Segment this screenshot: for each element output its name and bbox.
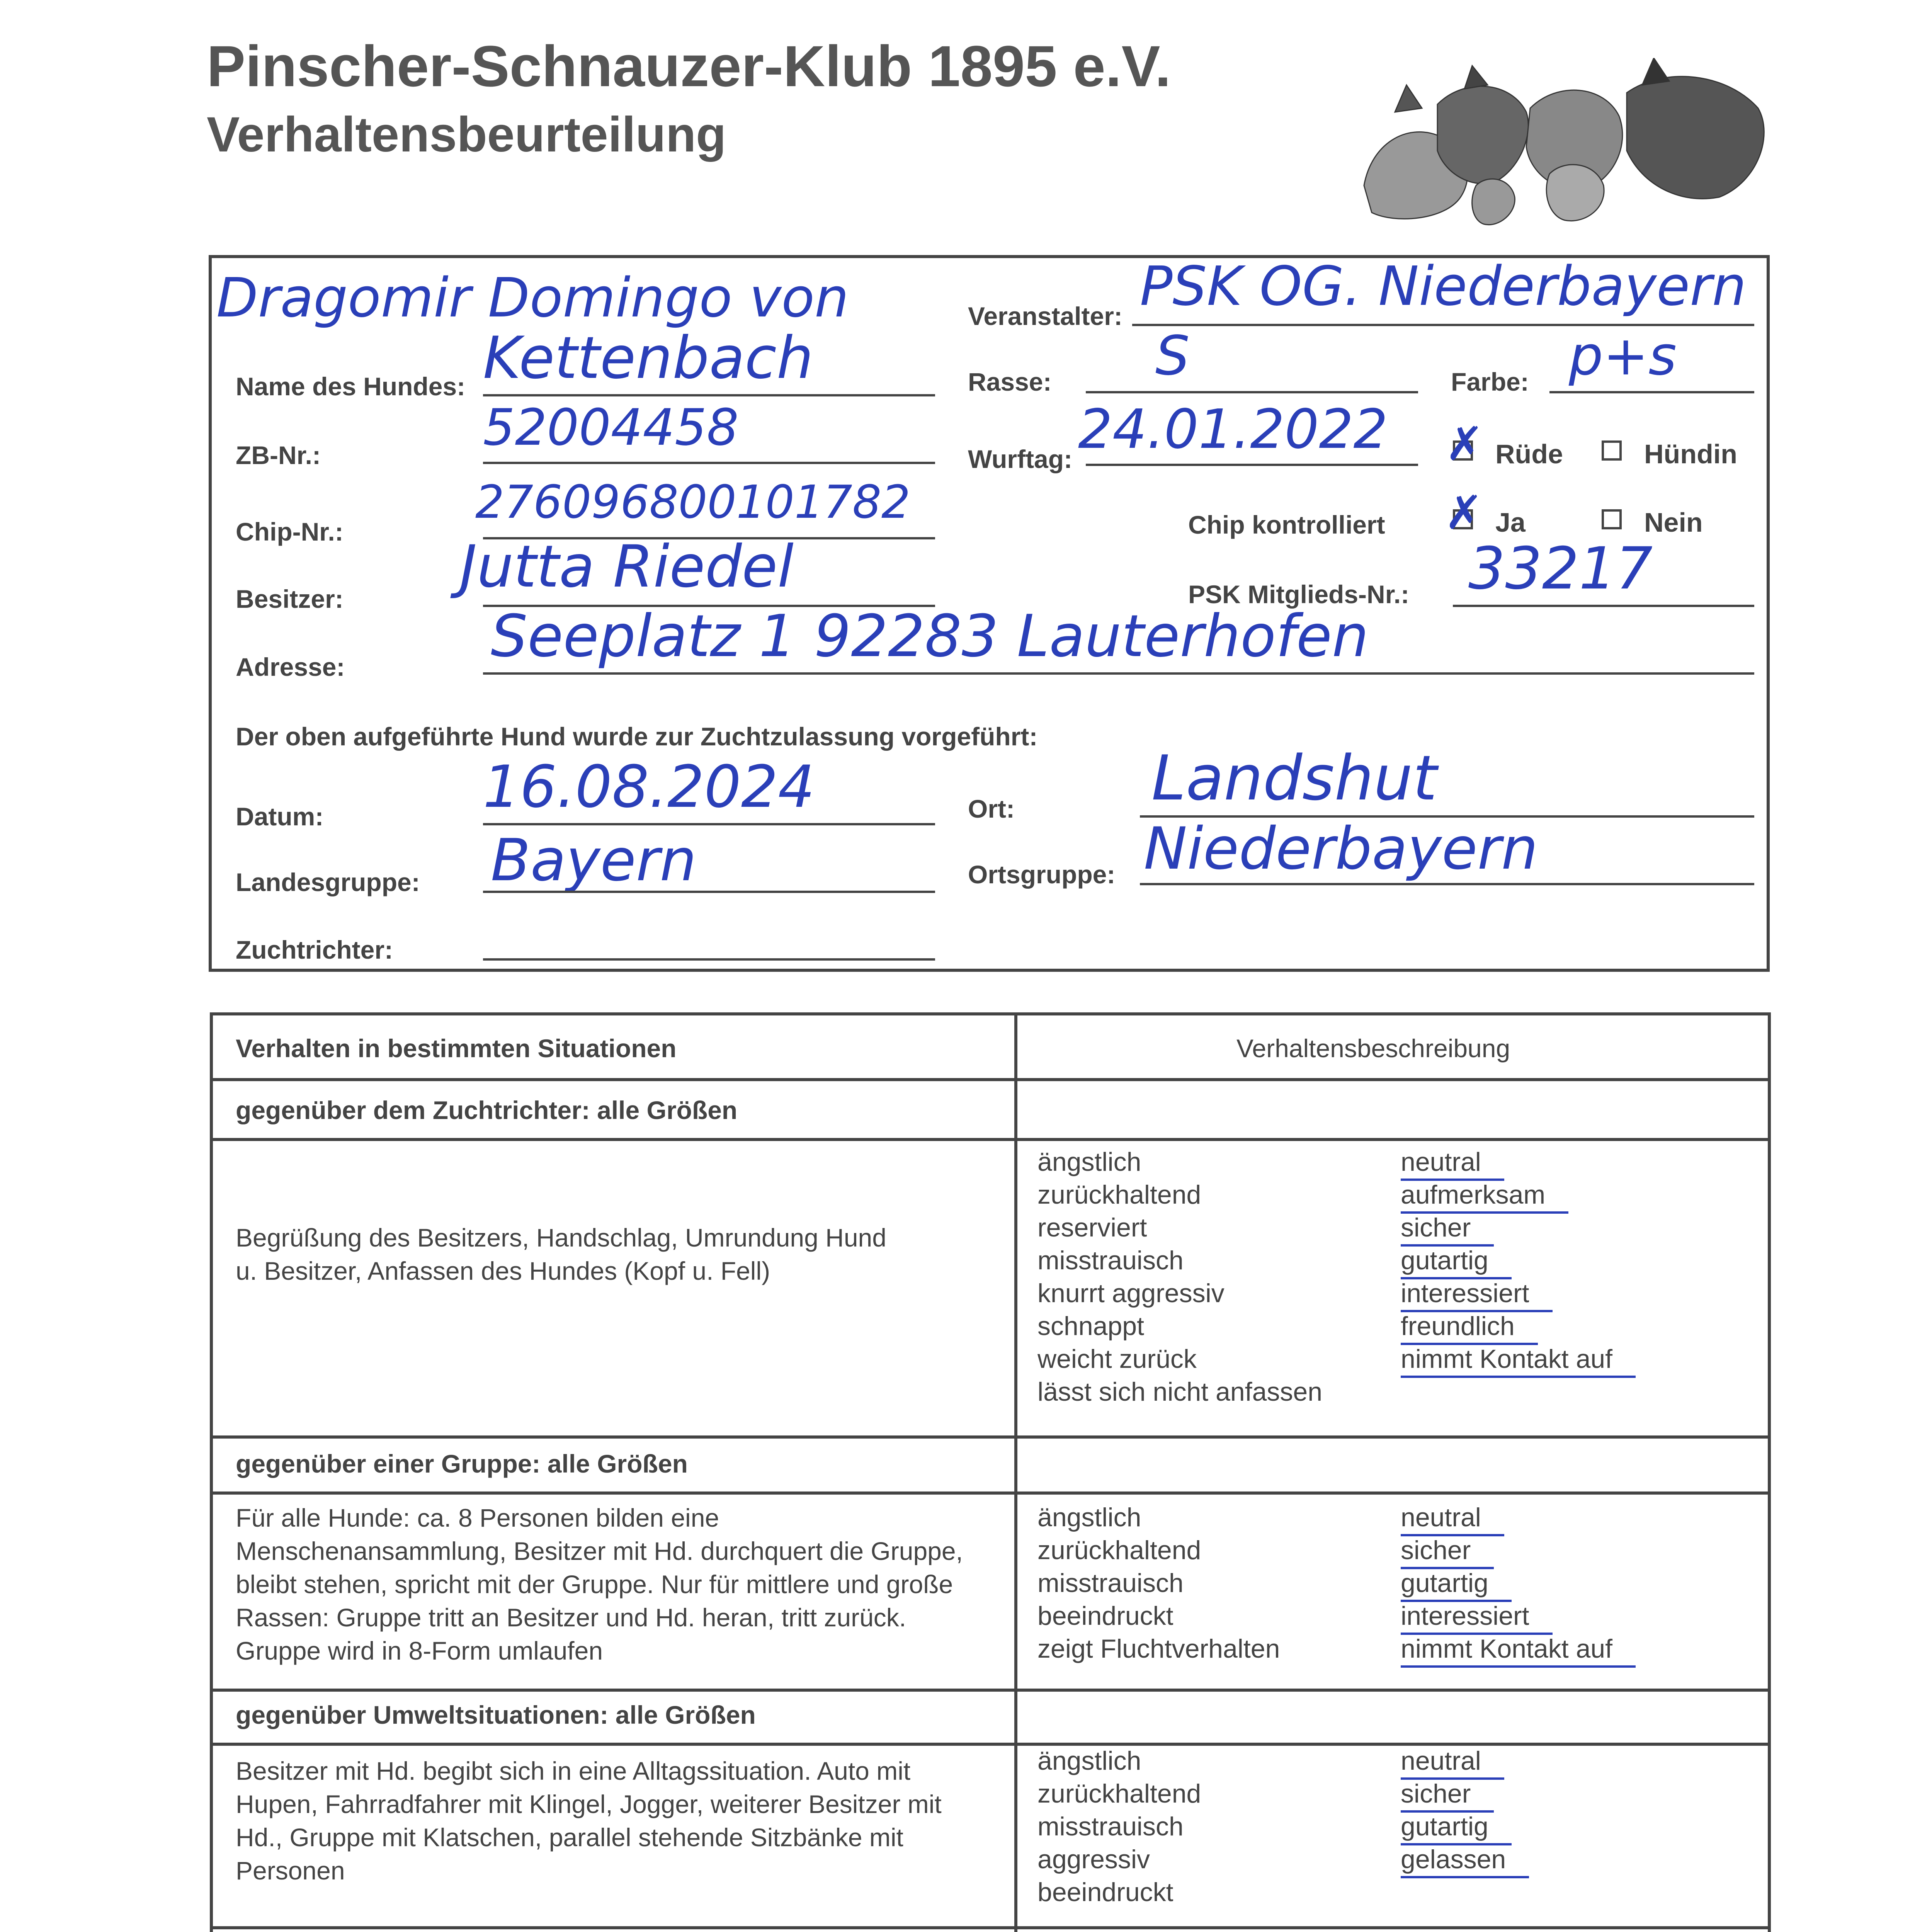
- judge-line: [483, 958, 935, 961]
- address-line: [483, 672, 1754, 675]
- chip-no-label: Nein: [1644, 507, 1703, 537]
- list-item: neutral: [1401, 1745, 1504, 1780]
- table-rule: [210, 1138, 1771, 1141]
- list-item: gelassen: [1401, 1843, 1529, 1878]
- table-rule: [210, 1435, 1771, 1439]
- list-item: gutartig: [1401, 1810, 1512, 1845]
- color-line: [1549, 391, 1754, 393]
- table-rule: [210, 1078, 1771, 1081]
- date-line: [483, 823, 935, 825]
- table-rule: [210, 1743, 1771, 1746]
- list-item: neutral: [1401, 1501, 1504, 1536]
- dog-name-line1: Dragomir Domingo von: [216, 267, 849, 330]
- x-mark-icon: ✗: [1444, 486, 1483, 540]
- local-group-line: [1140, 883, 1754, 885]
- table-rule: [210, 1492, 1771, 1495]
- table-rule: [210, 1926, 1771, 1929]
- table-header-description: Verhaltensbeschreibung: [1236, 1034, 1510, 1063]
- zb-value: 52004458: [483, 398, 739, 457]
- list-item: zurückhaltend: [1037, 1180, 1201, 1209]
- list-item: lässt sich nicht anfassen: [1037, 1377, 1323, 1406]
- date-label: Datum:: [236, 802, 324, 831]
- positive-list: [1401, 1745, 1529, 1876]
- section-description: Besitzer mit Hd. begibt sich in eine Alltagssituation. Auto mit Hupen, Fahrradfahrer mit Klingel, Jogger, weiterer Besitzer mit Hd., Gruppe mit Klatschen, parallel stehende Sitzbänke mit Personen: [236, 1757, 942, 1885]
- presented-text: Der oben aufgeführte Hund wurde zur Zuchtzulassung vorgeführt:: [236, 722, 1038, 751]
- list-item: weicht zurück: [1037, 1344, 1197, 1374]
- color-value: p+s: [1569, 325, 1677, 388]
- color-label: Farbe:: [1451, 367, 1529, 396]
- list-item: interessiert: [1401, 1600, 1553, 1635]
- section-description: Für alle Hunde: ca. 8 Personen bilden eine Menschenansammlung, Besitzer mit Hd. durchquert die Gruppe, bleibt stehen, spricht mit der Gruppe. Nur für mittlere und große Rassen: Gruppe tritt an Besitzer und Hd. heran, tritt zurück. Gruppe wird in 8-Form umlaufen: [236, 1503, 963, 1665]
- female-checkbox[interactable]: [1602, 440, 1622, 461]
- list-item: nimmt Kontakt auf: [1401, 1343, 1636, 1378]
- member-line: [1453, 605, 1754, 607]
- list-item: ängstlich: [1037, 1503, 1141, 1532]
- list-item: knurrt aggressiv: [1037, 1279, 1225, 1308]
- dog-name-line: [483, 394, 935, 396]
- breed-label: Rasse:: [968, 367, 1052, 396]
- positive-list: [1401, 1146, 1636, 1376]
- dog-name-line2: Kettenbach: [483, 325, 813, 392]
- member-value: 33217: [1468, 535, 1653, 602]
- dog-heads-illustration: [1349, 58, 1777, 240]
- negative-list: [1037, 1501, 1280, 1665]
- zb-label: ZB-Nr.:: [236, 441, 321, 469]
- list-item: misstrauisch: [1037, 1246, 1184, 1275]
- chip-checked-label: Chip kontrolliert: [1188, 510, 1385, 539]
- club-name: Pinscher-Schnauzer-Klub 1895 e.V.: [207, 34, 1171, 99]
- litter-value: 24.01.2022: [1078, 398, 1388, 461]
- section-title: gegenüber dem Zuchtrichter: alle Größen: [236, 1096, 738, 1124]
- organizer-label: Veranstalter:: [968, 302, 1122, 330]
- document-title: Verhaltensbeurteilung: [207, 107, 726, 162]
- table-rule: [210, 1689, 1771, 1692]
- list-item: reserviert: [1037, 1213, 1147, 1242]
- list-item: schnappt: [1037, 1311, 1144, 1341]
- date-value: 16.08.2024: [483, 753, 815, 821]
- list-item: neutral: [1401, 1146, 1504, 1181]
- list-item: ängstlich: [1037, 1746, 1141, 1776]
- negative-list: [1037, 1745, 1201, 1909]
- breed-value: S: [1155, 325, 1190, 388]
- section-description: Begrüßung des Besitzers, Handschlag, Umrundung Hund u. Besitzer, Anfassen des Hundes (Kopf u. Fell): [236, 1223, 886, 1285]
- list-item: aufmerksam: [1401, 1179, 1568, 1214]
- place-value: Landshut: [1151, 742, 1437, 814]
- organizer-value: PSK OG. Niederbayern: [1140, 255, 1747, 318]
- litter-line: [1086, 464, 1418, 466]
- list-item: interessiert: [1401, 1277, 1553, 1312]
- chip-label: Chip-Nr.:: [236, 517, 344, 546]
- owner-value: Jutta Riedel: [460, 533, 794, 600]
- list-item: aggressiv: [1037, 1845, 1150, 1874]
- x-mark-icon: ✗: [1445, 417, 1484, 471]
- list-item: sicher: [1401, 1211, 1494, 1247]
- positive-list: [1401, 1501, 1636, 1665]
- table-header-situations: Verhalten in bestimmten Situationen: [236, 1034, 677, 1063]
- list-item: zurückhaltend: [1037, 1536, 1201, 1565]
- chip-value: 276096800101782: [475, 475, 911, 529]
- section-title: gegenüber Umweltsituationen: alle Größen: [236, 1701, 756, 1729]
- list-item: beeindruckt: [1037, 1878, 1173, 1907]
- chip-no-checkbox[interactable]: [1602, 509, 1622, 529]
- local-group-label: Ortsgruppe:: [968, 860, 1116, 889]
- male-label: Rüde: [1495, 439, 1563, 469]
- address-label: Adresse:: [236, 653, 345, 681]
- list-item: zeigt Fluchtverhalten: [1037, 1634, 1280, 1663]
- litter-label: Wurftag:: [968, 445, 1073, 473]
- chip-yes-label: Ja: [1495, 507, 1526, 537]
- zb-line: [483, 462, 935, 464]
- breed-line: [1086, 391, 1418, 393]
- member-label: PSK Mitglieds-Nr.:: [1188, 580, 1410, 609]
- state-group-label: Landesgruppe:: [236, 868, 420, 896]
- list-item: nimmt Kontakt auf: [1401, 1633, 1636, 1668]
- list-item: sicher: [1401, 1777, 1494, 1813]
- list-item: gutartig: [1401, 1244, 1512, 1279]
- list-item: zurückhaltend: [1037, 1779, 1201, 1808]
- section-title: gegenüber einer Gruppe: alle Größen: [236, 1449, 688, 1478]
- list-item: gutartig: [1401, 1567, 1512, 1602]
- dog-name-label: Name des Hundes:: [236, 372, 466, 401]
- list-item: sicher: [1401, 1534, 1494, 1569]
- owner-label: Besitzer:: [236, 585, 344, 613]
- table-column-divider: [1014, 1012, 1017, 1932]
- state-group-value: Bayern: [491, 827, 697, 894]
- list-item: beeindruckt: [1037, 1601, 1173, 1631]
- place-label: Ort:: [968, 794, 1015, 823]
- state-group-line: [483, 891, 935, 893]
- female-label: Hündin: [1644, 439, 1738, 469]
- judge-label: Zuchtrichter:: [236, 935, 393, 964]
- address-value: Seeplatz 1 92283 Lauterhofen: [491, 603, 1369, 670]
- list-item: ängstlich: [1037, 1147, 1141, 1177]
- list-item: misstrauisch: [1037, 1812, 1184, 1841]
- negative-list: [1037, 1146, 1322, 1408]
- list-item: misstrauisch: [1037, 1568, 1184, 1598]
- local-group-value: Niederbayern: [1144, 815, 1538, 883]
- list-item: freundlich: [1401, 1310, 1538, 1345]
